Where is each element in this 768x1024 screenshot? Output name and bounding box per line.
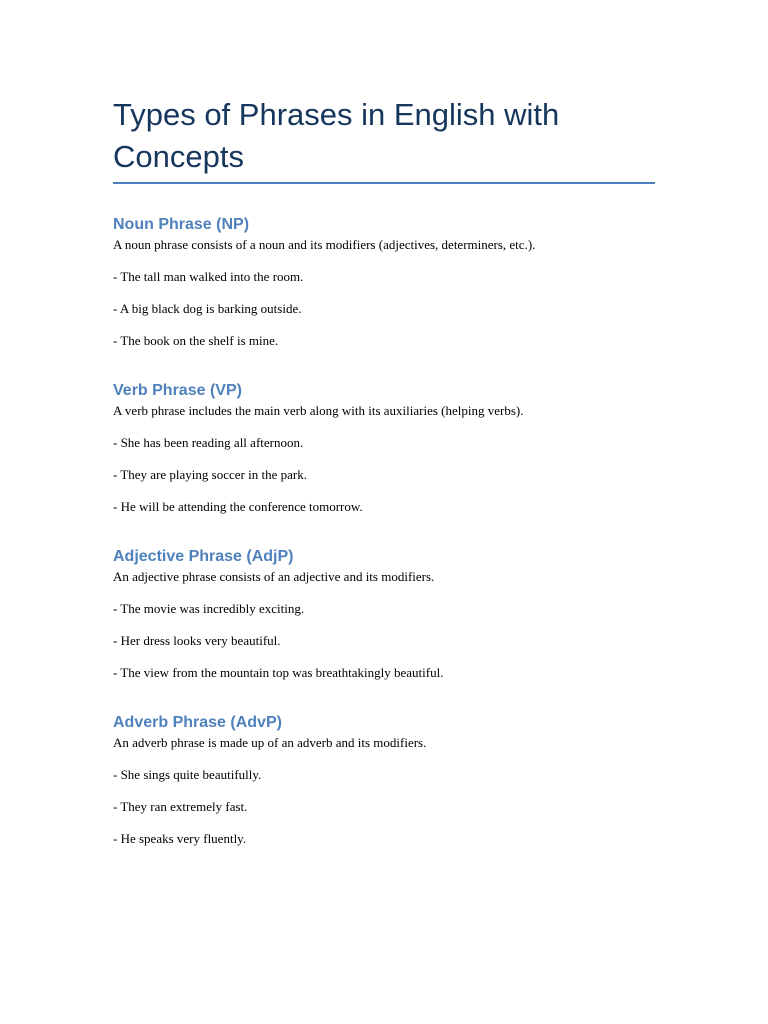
section-adverb-phrase (113, 713, 655, 847)
page-title: Types of Phrases in English with Concepts (113, 97, 560, 174)
section-heading: Adjective Phrase (AdjP) (113, 548, 294, 565)
example-sentence: - He will be attending the conference tomorrow. (113, 499, 363, 514)
section-noun-phrase (113, 215, 655, 349)
section-verb-phrase (113, 381, 655, 515)
document-page (113, 94, 655, 847)
section-heading: Verb Phrase (VP) (113, 382, 242, 399)
example-sentence: - The view from the mountain top was breathtakingly beautiful. (113, 665, 444, 680)
example-sentence: - The book on the shelf is mine. (113, 333, 279, 348)
example-sentence: - She has been reading all afternoon. (113, 435, 304, 450)
title-underline (113, 182, 655, 184)
example-sentence: - The movie was incredibly exciting. (113, 601, 305, 616)
example-sentence: - She sings quite beautifully. (113, 767, 262, 782)
section-description: A verb phrase includes the main verb along with its auxiliaries (helping verbs). (113, 403, 524, 418)
example-sentence: - The tall man walked into the room. (113, 269, 304, 284)
example-sentence: - They are playing soccer in the park. (113, 467, 307, 482)
section-heading: Adverb Phrase (AdvP) (113, 714, 282, 731)
example-sentence: - Her dress looks very beautiful. (113, 633, 281, 648)
section-description: An adverb phrase is made up of an adverb and its modifiers. (113, 735, 427, 750)
example-sentence: - He speaks very fluently. (113, 831, 247, 846)
example-sentence: - They ran extremely fast. (113, 799, 248, 814)
example-sentence: - A big black dog is barking outside. (113, 301, 302, 316)
section-description: An adjective phrase consists of an adjective and its modifiers. (113, 569, 435, 584)
section-adjective-phrase (113, 547, 655, 681)
section-heading: Noun Phrase (NP) (113, 216, 250, 233)
section-description: A noun phrase consists of a noun and its modifiers (adjectives, determiners, etc.). (113, 237, 536, 252)
